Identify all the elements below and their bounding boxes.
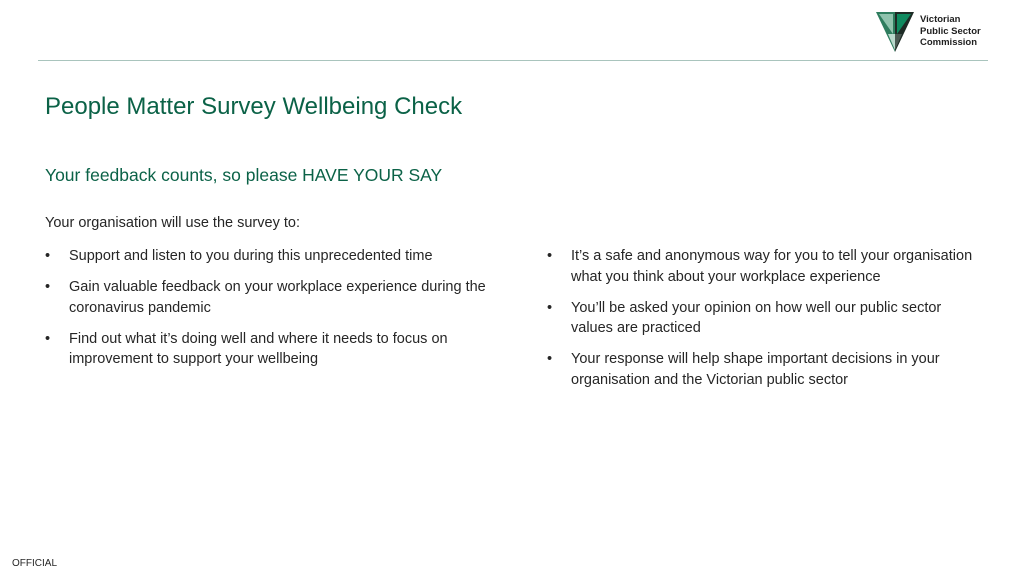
list-item-text: Gain valuable feedback on your workplace experience during the coronavirus pandemic bbox=[69, 279, 486, 316]
page-subtitle: Your feedback counts, so please HAVE YOUR SAY bbox=[45, 165, 443, 185]
intro-text: Your organisation will use the survey to: bbox=[45, 215, 300, 231]
page-title: People Matter Survey Wellbeing Check bbox=[45, 93, 463, 120]
list-item-text: It’s a safe and anonymous way for you to tell your organisation what you think about your workplace experience bbox=[571, 248, 973, 285]
logo-line-3: Commission bbox=[920, 37, 978, 48]
bullet-icon: • bbox=[45, 279, 51, 295]
list-item-text: Find out what it’s doing well and where it needs to focus on improvement to support your wellbeing bbox=[69, 330, 448, 367]
list-item-text: Support and listen to you during this unprecedented time bbox=[69, 248, 433, 264]
list-item-text: Your response will help shape important decisions in your organisation and the Victorian public sector bbox=[571, 351, 940, 388]
bullet-icon: • bbox=[45, 248, 51, 264]
list-item bbox=[547, 349, 987, 390]
header-divider bbox=[38, 60, 988, 61]
bullet-icon: • bbox=[547, 248, 553, 264]
list-item bbox=[45, 329, 505, 370]
right-bullet-list bbox=[547, 246, 987, 401]
list-item bbox=[547, 298, 987, 339]
left-bullet-list bbox=[45, 246, 505, 380]
logo-line-2: Public Sector bbox=[920, 25, 981, 37]
list-item bbox=[45, 246, 505, 267]
vpsc-logo-mark-icon bbox=[876, 12, 914, 52]
logo-line-1: Victorian bbox=[920, 14, 961, 25]
bullet-icon: • bbox=[547, 351, 553, 367]
list-item bbox=[547, 246, 987, 287]
logo-wordmark bbox=[920, 14, 981, 49]
vpsc-logo bbox=[876, 12, 991, 54]
list-item-text: You’ll be asked your opinion on how well our public sector values are practiced bbox=[571, 299, 942, 336]
security-classification: OFFICIAL bbox=[12, 558, 58, 569]
list-item bbox=[45, 277, 505, 318]
bullet-icon: • bbox=[547, 299, 553, 316]
bullet-icon: • bbox=[45, 330, 51, 347]
